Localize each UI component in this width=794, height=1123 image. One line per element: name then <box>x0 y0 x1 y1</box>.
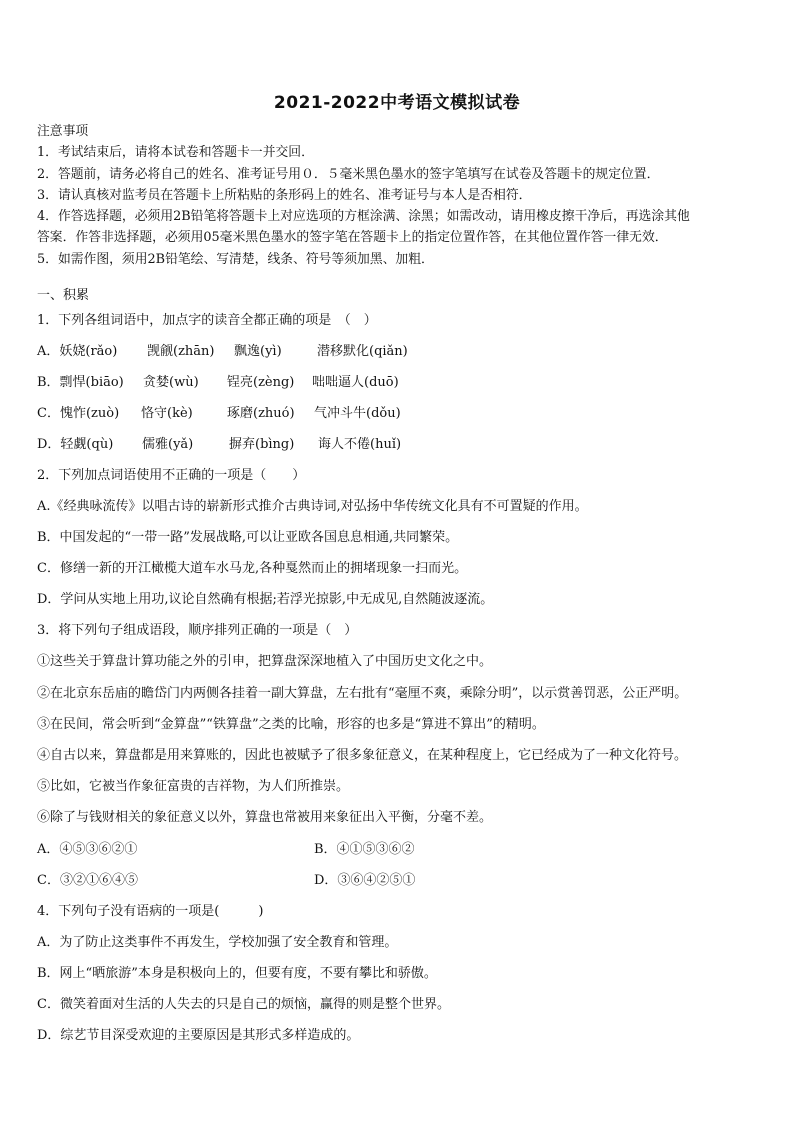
note-item: 2．答题前，请务必将自己的姓名、准考证号用０．５毫米黑色墨水的签字笔填写在试卷及答题卡的规定位置． <box>37 166 660 182</box>
sentence-6: ⑥除了与钱财相关的象征意义以外，算盘也常被用来象征出入平衡，分毫不差。 <box>37 810 493 825</box>
section-heading: 一、积累 <box>37 288 90 303</box>
option-b: B．中国发起的“一带一路”发展战略,可以让亚欧各国息息相通,共同繁荣。 <box>37 530 459 545</box>
note-item: 3．请认真核对监考员在答题卡上所粘贴的条形码上的姓名、准考证号与本人是否相符． <box>37 187 532 203</box>
page-title: 2021-2022中考语文模拟试卷 <box>273 93 521 113</box>
notes-block <box>37 121 762 270</box>
notes-heading: 注意事项 <box>37 124 89 139</box>
option-a: A.《经典咏流传》以唱古诗的崭新形式推介古典诗词,对弘扬中华传统文化具有不可置疑的作用。 <box>37 499 588 514</box>
question-stem: 2．下列加点词语使用不正确的一项是（ ） <box>37 468 306 483</box>
question-stem: 4．下列句子没有语病的一项是( ) <box>37 904 264 919</box>
sentence-4: ④自古以来，算盘都是用来算账的，因此也被赋予了很多象征意义，在某种程度上，它已经成为了一种文化符号。 <box>37 748 688 763</box>
option-c: C．③②①⑥④⑤ <box>37 873 138 888</box>
question-stem: 3．将下列句子组成语段，顺序排列正确的一项是（ ） <box>37 623 358 638</box>
option-a: A．为了防止这类事件不再发生，学校加强了安全教育和管理。 <box>37 935 398 950</box>
sentence-5: ⑤比如，它被当作象征富贵的吉祥物，为人们所推崇。 <box>37 779 350 794</box>
option-b: B．④①⑤③⑥② <box>314 842 415 857</box>
option-d: D．学问从实地上用功,议论自然确有根据;若浮光掠影,中无成见,自然随波逐流。 <box>37 592 494 607</box>
question-stem: 1．下列各组词语中，加点字的读音全都正确的项是 （ ） <box>37 313 377 328</box>
option-d: D．综艺节目深受欢迎的主要原因是其形式多样造成的。 <box>37 1028 360 1043</box>
option-d: D．③⑥④②⑤① <box>314 873 416 888</box>
note-item: 1．考试结束后，请将本试卷和答题卡一并交回． <box>37 145 314 161</box>
option-a: A．④⑤③⑥②① <box>37 842 138 857</box>
option-c: C．修缮一新的开江橄榄大道车水马龙,各种戛然而止的拥堵现象一扫而光。 <box>37 561 468 576</box>
note-item: 5．如需作图，须用2B铅笔绘、写清楚，线条、符号等须加黑、加粗． <box>37 251 434 267</box>
sentence-1: ①这些关于算盘计算功能之外的引申，把算盘深深地植入了中国历史文化之中。 <box>37 654 493 669</box>
note-item: 4．作答选择题，必须用2B铅笔将答题卡上对应选项的方框涂满、涂黑；如需改动，请用橡皮擦干净后，再选涂其他 <box>37 209 690 225</box>
sentence-2: ②在北京东岳庙的瞻岱门内两侧各挂着一副大算盘，左右批有“毫厘不爽，乘除分明”，以示赏善罚恶，公正严明。 <box>37 686 688 701</box>
option-c: C．微笑着面对生活的人失去的只是自己的烦恼，赢得的则是整个世界。 <box>37 997 450 1012</box>
sentence-3: ③在民间，常会听到“金算盘”“铁算盘”之类的比喻，形容的也多是“算进不算出”的精明。 <box>37 717 545 732</box>
exam-page: 2021-2022中考语文模拟试卷 注意事项 1．考试结束后，请将本试卷和答题卡一并交回． 2．答题前，请务必将自己的姓名、准考证号用０．５毫米黑色墨水的签字笔填写在试卷及答题卡的规定位置． 3．请认真核对监考员在答题卡上所粘贴的条形码上的姓名、准考证号与本人是否相符． 4．作答选择题，必须用2B铅笔将答题卡上对应选项的方框涂满、涂黑；如需改动，请用橡皮擦干净后，再选涂其他 答案．作答非选择题，必须用05毫米黑色墨水的签字笔在答题卡上的指定位置作答，在其他位置作答一律无效． 5．如需作图，须用2B铅笔绘、写清楚，线条、符号等须加黑、加粗． 一、积累 1．下列各组词语中，加点字的读音全都正确的项是 （ ） A．妖娆(rǎo) 觊觎(zhān) 飘逸(yì) 潜移默化(qiǎn) B．剽悍(biāo) 贪婪(wù) 锃亮(zèng) 咄咄逼人(duō) C．愧怍(zuò) 恪守(kè) 琢磨(zhuó) 气冲斗牛(dǒu) D．轻觑(qù) 儒雅(yǎ) 摒弃(bìng) 诲人不倦(huǐ) 2．下列加点词语使用不正确的一项是（ ） A.《经典咏流传》以唱古诗的崭新形式推介古典诗词,对弘扬中华传统文化具有不可置疑的作用。 B．中国发起的“一带一路”发展战略,可以让亚欧各国息息相通,共同繁荣。 C．修缮一新的开江橄榄大道车水马龙,各种戛然而止的拥堵现象一扫而光。 D．学问从实地上用功,议论自然确有根据;若浮光掠影,中无成见,自然随波逐流。 3．将下列句子组成语段，顺序排列正确的一项是（ ） ①这些关于算盘计算功能之外的引申，把算盘深深地植入了中国历史文化之中。 ②在北京东岳庙的瞻岱门内两侧各挂着一副大算盘，左右批有“毫厘不爽，乘除分明”，以示赏善罚恶，公正严明。 ③在民间，常会听到“金算盘”“铁算盘”之类的比喻，形容的也多是“算进不算出”的精明。 ④自古以来，算盘都是用来算账的，因此也被赋予了很多象征意义，在某种程度上，它已经成为了一种文化符号。 ⑤比如，它被当作象征富贵的吉祥物，为人们所推崇。 ⑥除了与钱财相关的象征意义以外，算盘也常被用来象征出入平衡，分毫不差。 A．④⑤③⑥②① B．④①⑤③⑥② C．③②①⑥④⑤ D．③⑥④②⑤① 4．下列句子没有语病的一项是( ) A．为了防止这类事件不再发生，学校加强了安全教育和管理。 B．网上“晒旅游”本身是积极向上的，但要有度，不要有攀比和骄傲。 C．微笑着面对生活的人失去的只是自己的烦恼，赢得的则是整个世界。 D．综艺节目深受欢迎的主要原因是其形式多样造成的。 <box>0 0 794 1123</box>
note-item: 答案．作答非选择题，必须用05毫米黑色墨水的签字笔在答题卡上的指定位置作答，在其他位置作答一律无效． <box>37 230 668 246</box>
option-b: B．网上“晒旅游”本身是积极向上的，但要有度，不要有攀比和骄傲。 <box>37 966 437 981</box>
